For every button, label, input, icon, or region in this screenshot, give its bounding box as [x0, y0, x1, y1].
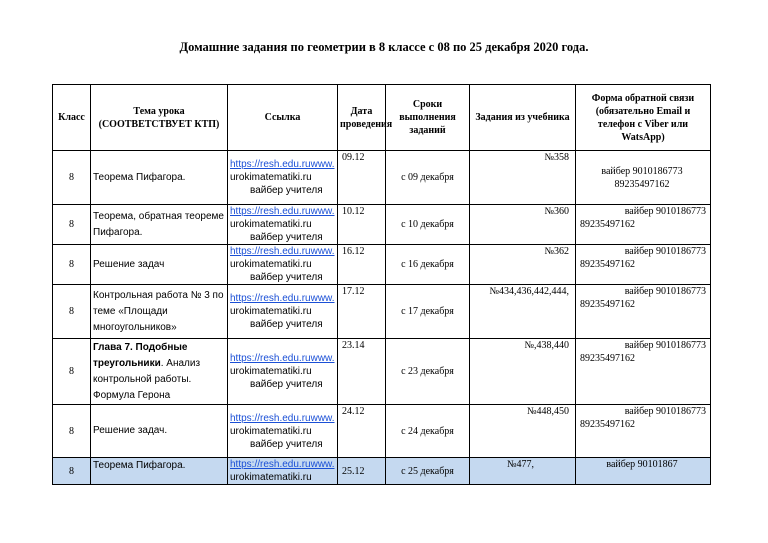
feedback-line: 89235497162	[580, 353, 635, 364]
resh-link[interactable]: https://resh.edu.ruwww.	[230, 459, 335, 470]
table-row	[53, 151, 711, 205]
cell-deadline: с 16 декабря	[386, 245, 470, 285]
cell-class: 8	[53, 205, 91, 245]
cell-date: 16.12	[338, 245, 386, 285]
site-text: urokimatematiki.ru	[230, 259, 312, 270]
page-title: Домашние задания по геометрии в 8 классе с 08 по 25 декабря 2020 года.	[179, 40, 589, 54]
feedback-line: вайбер 9010186773	[624, 246, 706, 257]
cell-link	[228, 245, 338, 285]
viber-text: вайбер учителя	[250, 272, 323, 283]
cell-link	[228, 285, 338, 339]
table-row	[53, 458, 711, 485]
feedback-line: 89235497162	[580, 219, 635, 230]
cell-date: 25.12	[338, 458, 386, 485]
cell-topic: Решение задач.	[91, 405, 228, 458]
header-deadline: Сроки выполнения заданий	[386, 85, 470, 151]
cell-feedback	[576, 405, 711, 458]
cell-topic: Контрольная работа № 3 по теме «Площади многоугольников»	[91, 285, 228, 339]
table-row	[53, 405, 711, 458]
homework-table	[52, 84, 711, 485]
topic-rest: . Анализ контрольной работы. Формула Герона	[93, 357, 201, 401]
cell-topic: Теорема Пифагора.	[91, 151, 228, 205]
feedback-line: вайбер 9010186773	[624, 340, 706, 351]
site-text: urokimatematiki.ru	[230, 472, 312, 483]
resh-link[interactable]: https://resh.edu.ruwww.	[230, 206, 335, 217]
resh-link[interactable]: https://resh.edu.ruwww.	[230, 246, 335, 257]
cell-link	[228, 405, 338, 458]
cell-class: 8	[53, 285, 91, 339]
cell-class: 8	[53, 458, 91, 485]
cell-tasks: №,438,440	[470, 339, 576, 405]
table-row	[53, 245, 711, 285]
site-text: urokimatematiki.ru	[230, 366, 312, 377]
cell-date: 24.12	[338, 405, 386, 458]
table-row	[53, 285, 711, 339]
cell-feedback: вайбер 90101867	[576, 458, 711, 485]
cell-deadline: с 17 декабря	[386, 285, 470, 339]
viber-text: вайбер учителя	[250, 232, 323, 243]
site-text: urokimatematiki.ru	[230, 219, 312, 230]
table-row	[53, 339, 711, 405]
header-date: Дата проведения	[338, 85, 386, 151]
site-text: urokimatematiki.ru	[230, 306, 312, 317]
cell-link	[228, 151, 338, 205]
cell-feedback	[576, 285, 711, 339]
topic-chapter: Глава 7. Подобные треугольники	[93, 341, 188, 369]
cell-deadline: с 23 декабря	[386, 339, 470, 405]
header-class: Класс	[53, 85, 91, 151]
cell-feedback	[576, 339, 711, 405]
cell-deadline: с 09 декабря	[386, 151, 470, 205]
header-topic: Тема урока (СООТВЕТСТВУЕТ КТП)	[91, 85, 228, 151]
resh-link[interactable]: https://resh.edu.ruwww.	[230, 159, 335, 170]
cell-tasks: №360	[470, 205, 576, 245]
feedback-line: 89235497162	[614, 179, 670, 190]
table-row	[53, 205, 711, 245]
viber-text: вайбер учителя	[250, 379, 323, 390]
cell-link	[228, 458, 338, 485]
cell-tasks: №448,450	[470, 405, 576, 458]
cell-tasks: №362	[470, 245, 576, 285]
cell-tasks: №358	[470, 151, 576, 205]
cell-class: 8	[53, 245, 91, 285]
cell-class: 8	[53, 339, 91, 405]
site-text: urokimatematiki.ru	[230, 172, 312, 183]
cell-tasks: №477,	[470, 458, 576, 485]
cell-topic: Теорема Пифагора.	[91, 458, 228, 485]
cell-feedback	[576, 245, 711, 285]
header-tasks: Задания из учебника	[470, 85, 576, 151]
header-feedback: Форма обратной связи (обязательно Email и телефон с Viber или WatsApp)	[576, 85, 711, 151]
feedback-line: вайбер 9010186773	[624, 286, 706, 297]
resh-link[interactable]: https://resh.edu.ruwww.	[230, 293, 335, 304]
feedback-line: вайбер 9010186773	[624, 406, 706, 417]
feedback-line: 89235497162	[580, 259, 635, 270]
cell-feedback	[576, 205, 711, 245]
header-row	[53, 85, 711, 151]
feedback-line: вайбер 9010186773	[624, 206, 706, 217]
viber-text: вайбер учителя	[250, 185, 323, 196]
cell-date: 17.12	[338, 285, 386, 339]
feedback-line: 89235497162	[580, 419, 635, 430]
cell-date: 09.12	[338, 151, 386, 205]
cell-class: 8	[53, 151, 91, 205]
cell-feedback	[576, 151, 711, 205]
cell-deadline: с 25 декабря	[386, 458, 470, 485]
cell-topic: Решение задач	[91, 245, 228, 285]
cell-class: 8	[53, 405, 91, 458]
cell-link	[228, 205, 338, 245]
cell-deadline: с 10 декабря	[386, 205, 470, 245]
cell-tasks: №434,436,442,444,	[470, 285, 576, 339]
cell-topic: Теорема, обратная теореме Пифагора.	[91, 205, 228, 245]
cell-link	[228, 339, 338, 405]
cell-deadline: с 24 декабря	[386, 405, 470, 458]
resh-link[interactable]: https://resh.edu.ruwww.	[230, 412, 335, 424]
cell-topic	[91, 339, 228, 405]
resh-link[interactable]: https://resh.edu.ruwww.	[230, 353, 335, 364]
feedback-line: 89235497162	[580, 299, 635, 310]
site-text: urokimatematiki.ru	[230, 425, 312, 437]
header-link: Ссылка	[228, 85, 338, 151]
cell-date: 10.12	[338, 205, 386, 245]
viber-text: вайбер учителя	[250, 319, 323, 330]
feedback-line: вайбер 9010186773	[601, 166, 683, 177]
viber-text: вайбер учителя	[250, 438, 323, 450]
cell-date: 23.14	[338, 339, 386, 405]
